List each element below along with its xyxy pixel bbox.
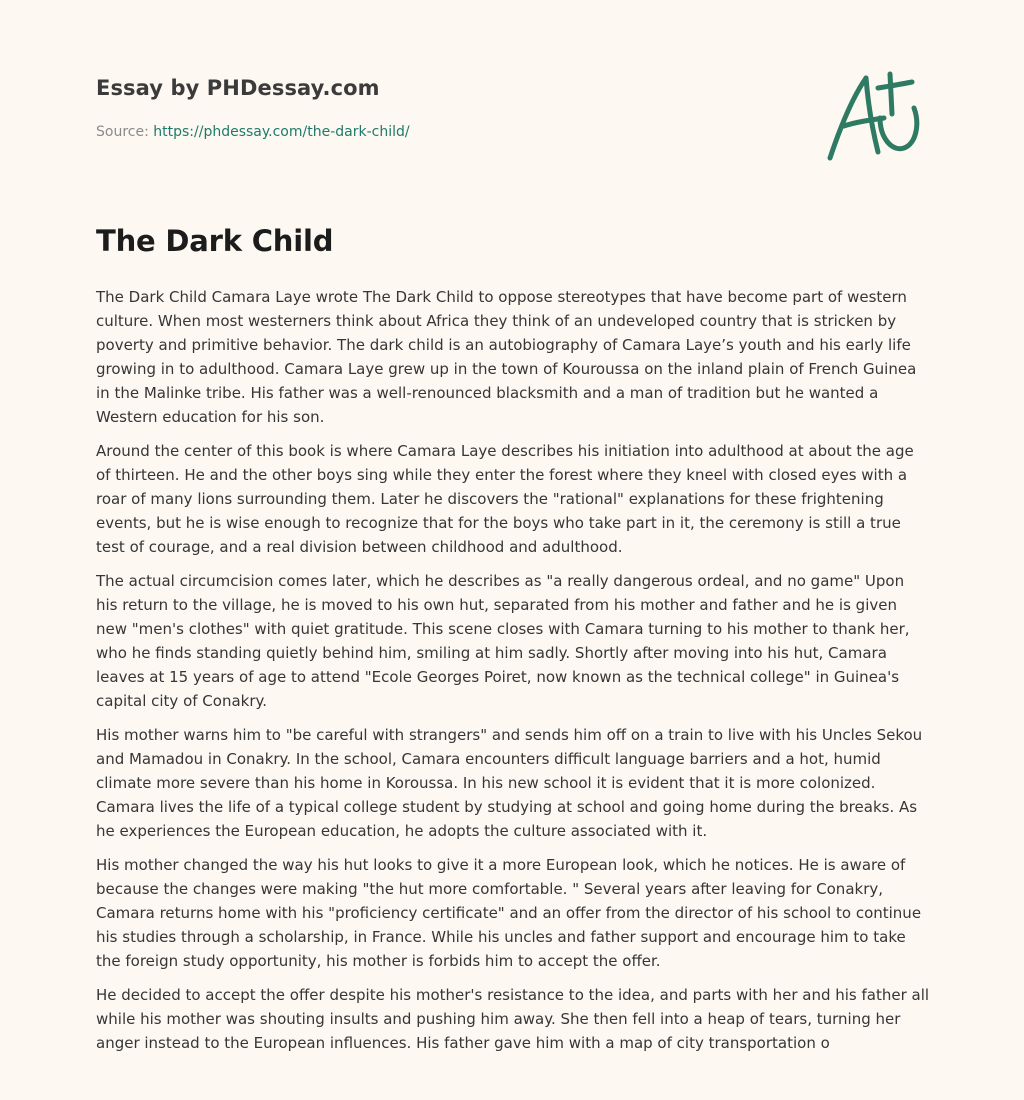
essay-paragraph: Around the center of this book is where Camara Laye describes his initiation into adulthood at about the age of thirteen. He and the other boys sing while they enter the forest where they kneel with closed eyes with a roar of many lions surrounding them. Later he discovers the "rational" explanations for these frightening events, but he is wise enough to recognize that for the boys who take part in it, the ceremony is still a true test of courage, and a real division between childhood and adulthood.: [96, 442, 914, 556]
essay-paragraph: The Dark Child Camara Laye wrote The Dark Child to oppose stereotypes that have become part of western culture. When most westerners think about Africa they think of an undeveloped country that is stricken by poverty and primitive behavior. The dark child is an autobiography of Camara Laye’s youth and his early life growing in to adulthood. Camara Laye grew up in the town of Kouroussa on the inland plain of French Guinea in the Malinke tribe. His father was a well-renounced blacksmith and a man of tradition but he wanted a Western education for his son.: [96, 288, 917, 426]
source-link[interactable]: https://phdessay.com/the-dark-child/: [153, 124, 410, 140]
source-line: [96, 124, 410, 140]
site-brand: Essay by PHDessay.com: [96, 76, 380, 100]
essay-paragraph: The actual circumcision comes later, which he describes as "a really dangerous ordeal, and no game" Upon his return to the village, he is moved to his own hut, separated from his mother and father and he is given new "men's clothes" with quiet gratitude. This scene closes with Camara turning to his mother to thank her, who he finds standing quietly behind him, smiling at him sadly. Shortly after moving into his hut, Camara leaves at 15 years of age to attend "Ecole Georges Poiret, now known as the technical college" in Guinea's capital city of Conakry.: [96, 572, 910, 710]
essay-paragraph: He decided to accept the offer despite his mother's resistance to the idea, and parts with her and his father all while his mother was shouting insults and pushing him away. She then fell into a heap of tears, turning her anger instead to the European influences. His father gave him with a map of city transportation o: [96, 986, 930, 1052]
essay-body: [96, 285, 930, 1065]
essay-paragraph: His mother warns him to "be careful with strangers" and sends him off on a train to live with his Uncles Sekou and Mamadou in Conakry. In the school, Camara encounters difficult language barriers and a hot, humid climate more severe than his home in Koroussa. In his new school it is evident that it is more colonized. Camara lives the life of a typical college student by studying at school and going home during the breaks. As he experiences the European education, he adopts the culture associated with it.: [96, 726, 923, 840]
a-plus-grade-logo-icon: [826, 68, 926, 168]
essay-paragraph: His mother changed the way his hut looks to give it a more European look, which he notices. He is aware of because the changes were making "the hut more comfortable. " Several years after leaving for Conakry, Camara returns home with his "proficiency certificate" and an offer from the director of his school to continue his studies through a scholarship, in France. While his uncles and father support and encourage him to take the foreign study opportunity, his mother is forbids him to accept the offer.: [96, 856, 922, 970]
essay-title: The Dark Child: [96, 224, 334, 258]
source-label: Source:: [96, 124, 154, 140]
essay-page: [96, 0, 930, 1100]
